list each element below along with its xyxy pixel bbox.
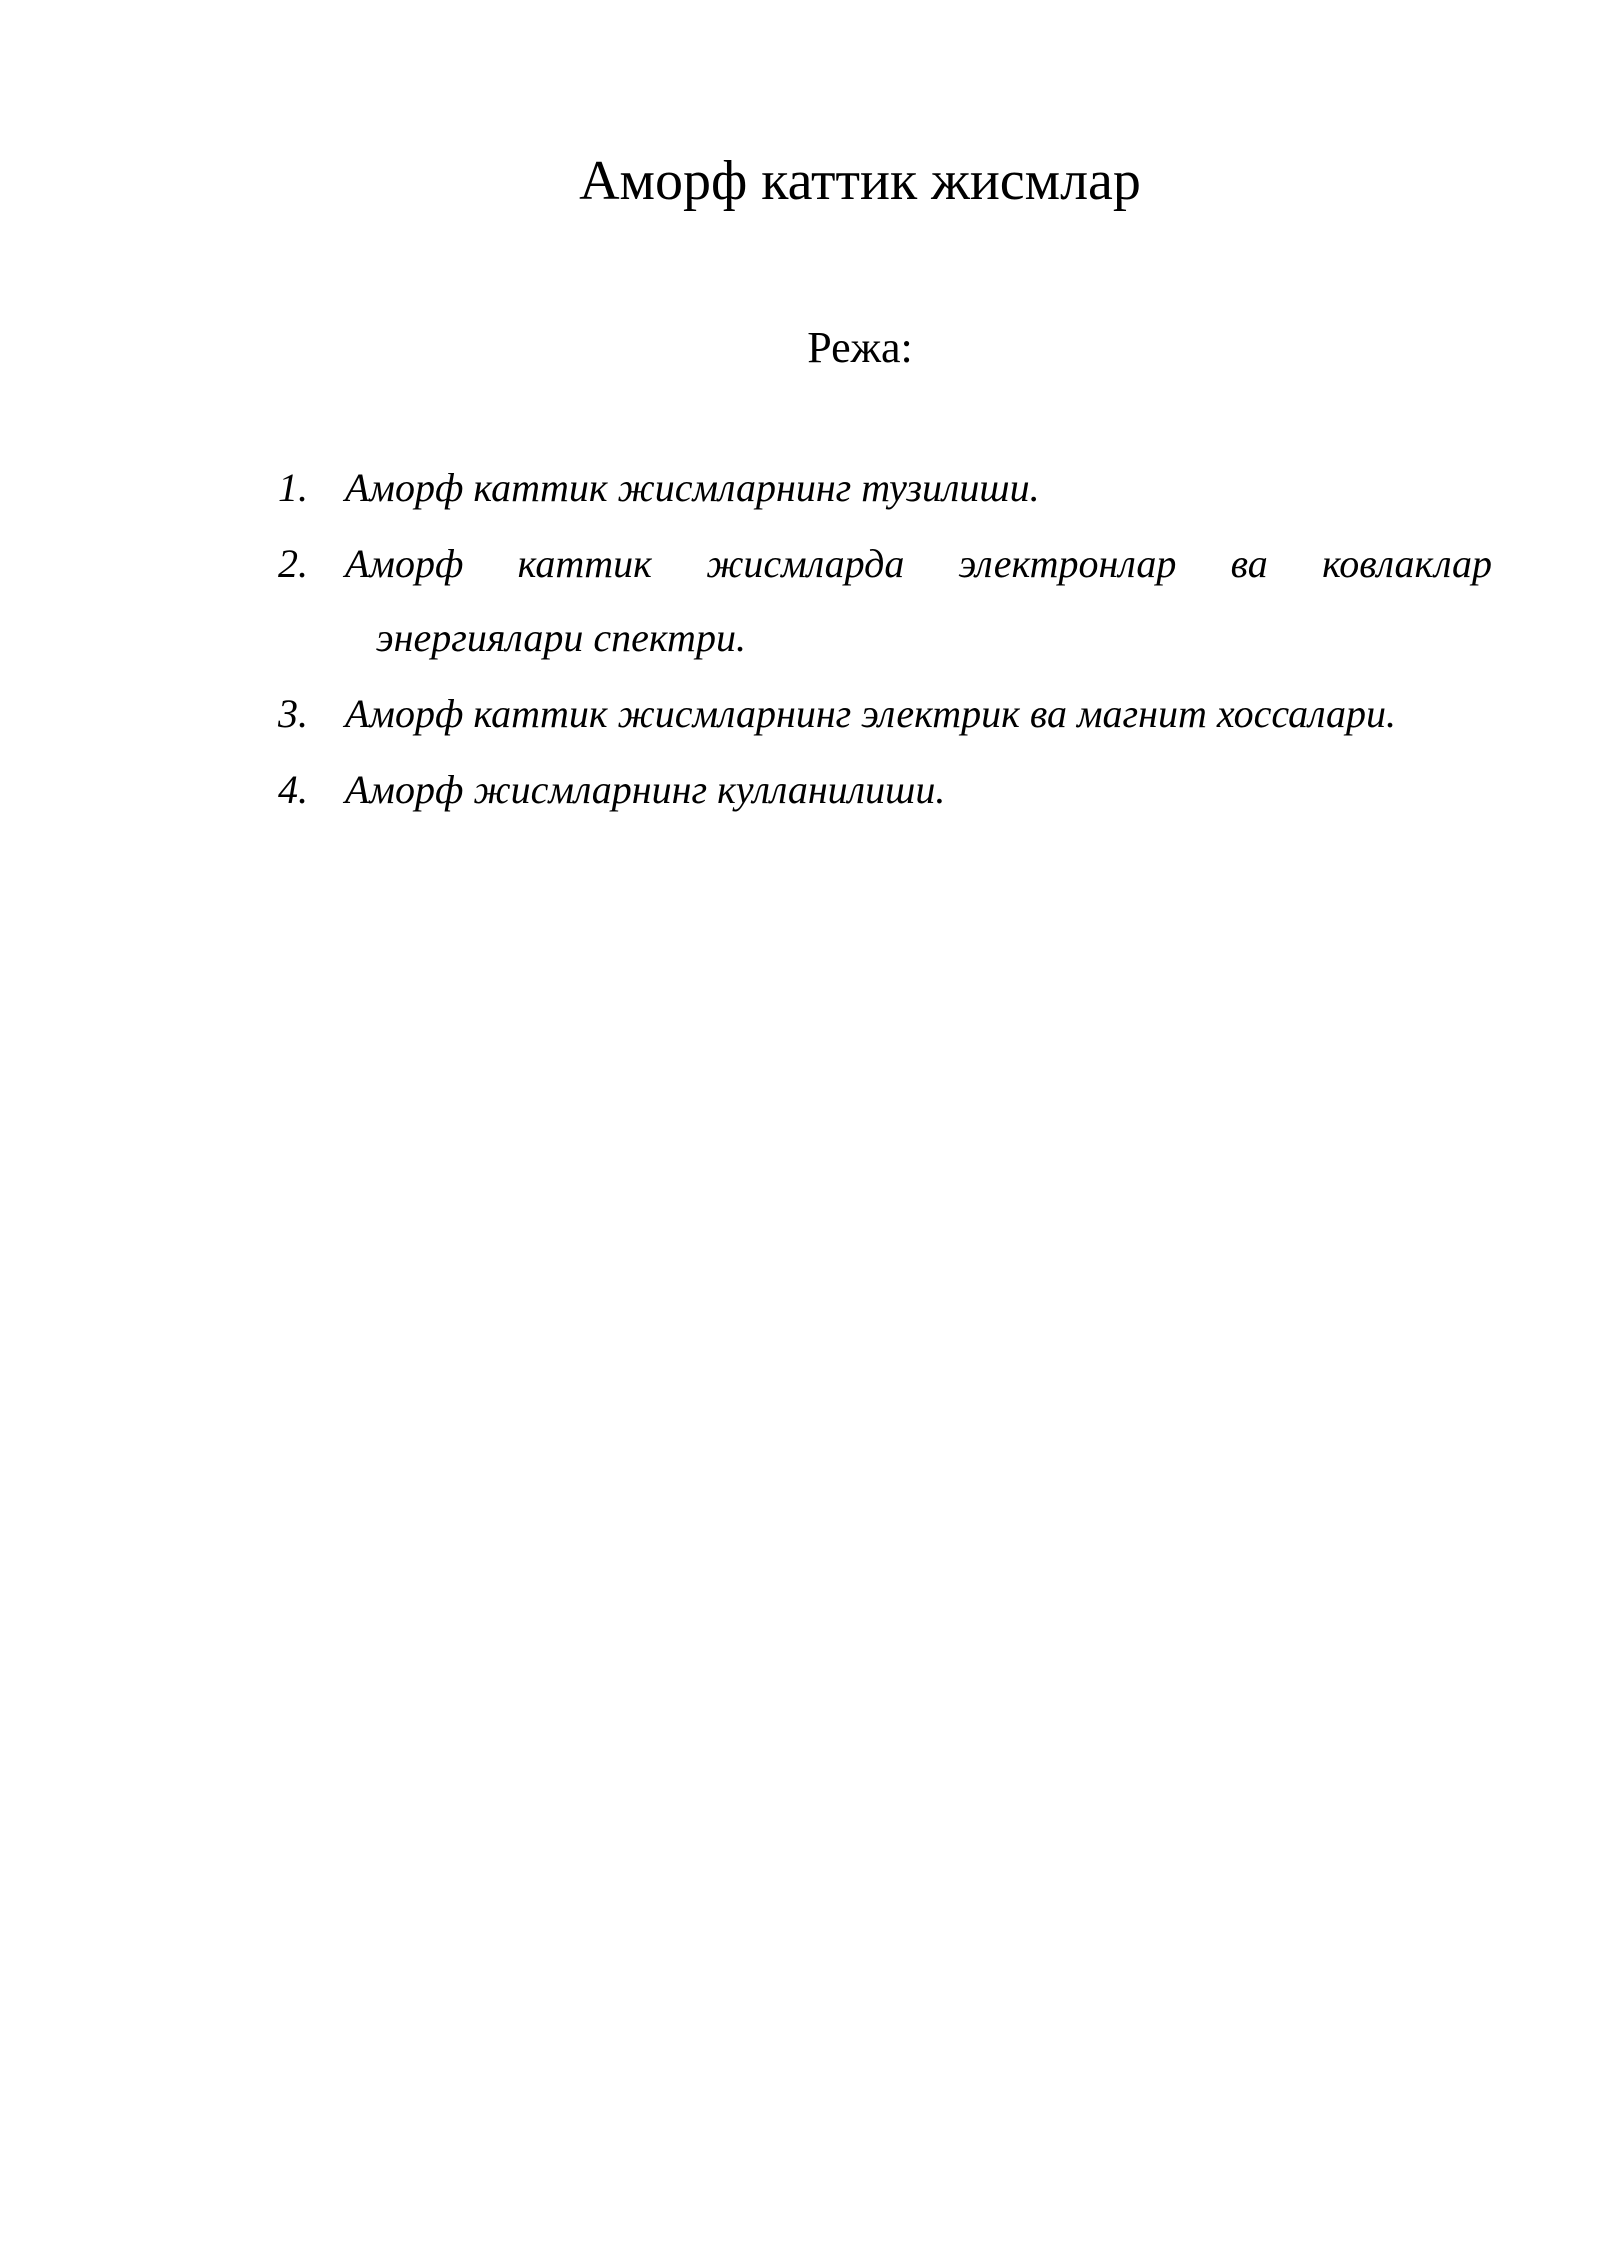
plan-item-text: Аморф жисмларнинг кулланилиши.: [345, 767, 946, 812]
plan-item-number: 2.: [278, 541, 308, 586]
plan-item-text: Аморф каттик жисмларнинг тузилиши.: [345, 465, 1040, 510]
plan-list: [270, 462, 1492, 840]
plan-item-text-continuation: энергиялари спектри.: [376, 615, 746, 660]
plan-item-number: 1.: [278, 465, 308, 510]
plan-heading: Режа:: [807, 323, 913, 372]
page-title: Аморф каттик жисмлар: [579, 150, 1141, 212]
plan-item-text: Аморф каттик жисмларнинг электрик ва магнит хоссалари.: [345, 691, 1396, 736]
plan-item-3: [270, 688, 1492, 740]
plan-item-2: [270, 538, 1492, 664]
plan-item-text: Аморф каттик жисмларда электронлар ва ковлаклар: [345, 541, 1492, 586]
plan-item-number: 3.: [278, 691, 308, 736]
plan-item-1: [270, 462, 1492, 514]
plan-item-number: 4.: [278, 767, 308, 812]
plan-item-4: [270, 764, 1492, 816]
